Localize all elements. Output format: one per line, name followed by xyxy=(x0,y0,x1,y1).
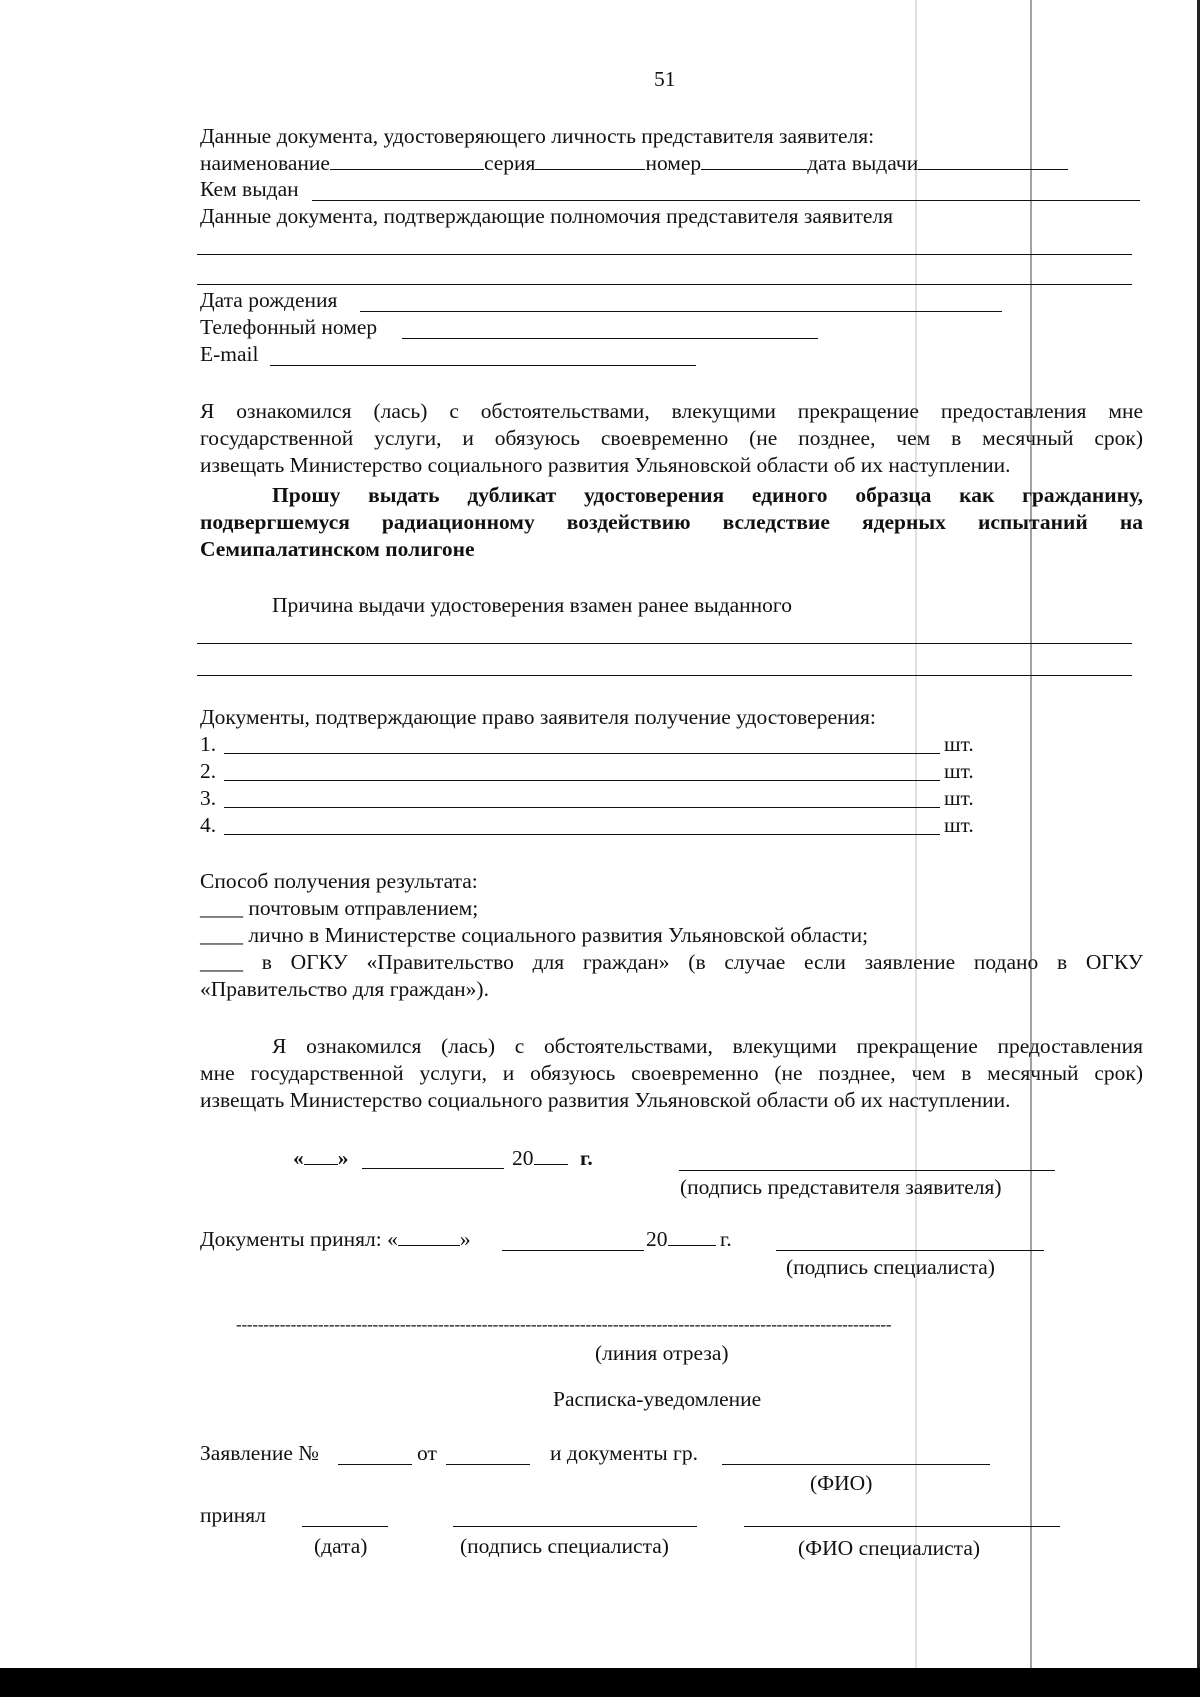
acknowledgment-2-line-3: извещать Министерство социального развития Ульяновской области об их наступлении. xyxy=(200,1088,1011,1112)
page-number: 51 xyxy=(654,67,676,91)
date-quote-open: « xyxy=(293,1146,304,1170)
receipt-title: Расписка-уведомление xyxy=(553,1387,762,1411)
rep-doc-heading: Данные документа, удостоверяющего личность представителя заявителя: xyxy=(200,124,875,148)
rep-date-row xyxy=(293,1145,349,1171)
delivery-option-blank: ____ xyxy=(200,896,243,920)
specialist-fio-caption: (ФИО специалиста) xyxy=(798,1536,981,1560)
authority-heading: Данные документа, подтверждающие полномочия представителя заявителя xyxy=(200,204,894,228)
request-line-3: Семипалатинском полигоне xyxy=(200,537,475,561)
name-field[interactable] xyxy=(330,150,484,170)
accepted-row xyxy=(200,1226,471,1252)
delivery-option-post[interactable] xyxy=(200,895,478,921)
receipt-accepted-label: принял xyxy=(200,1503,266,1527)
document-item-unit: шт. xyxy=(944,759,974,783)
rep-year xyxy=(512,1145,568,1171)
scan-artifact-line xyxy=(1030,0,1032,1668)
delivery-heading: Способ получения результата: xyxy=(200,869,478,893)
delivery-option-blank: ____ xyxy=(200,950,243,974)
date-caption: (дата) xyxy=(314,1534,368,1558)
delivery-option-blank: ____ xyxy=(200,923,243,947)
receipt-signature-field[interactable] xyxy=(453,1526,697,1527)
rep-signature-caption: (подпись представителя заявителя) xyxy=(680,1175,1002,1199)
accepted-year-suffix: г. xyxy=(720,1227,732,1251)
date-quote-close: » xyxy=(337,1146,349,1170)
document-item-unit: шт. xyxy=(944,813,974,837)
phone-label: Телефонный номер xyxy=(200,315,378,339)
phone-field[interactable] xyxy=(402,338,818,339)
statement-date-field[interactable] xyxy=(446,1464,530,1465)
acknowledgment-2-line-2: мне государственной услуги, и обязуюсь своевременно (не позднее, чем в месячный срок) xyxy=(200,1061,1143,1085)
receipt-specialist-fio-field[interactable] xyxy=(744,1526,1060,1527)
rep-signature-field[interactable] xyxy=(679,1170,1055,1171)
acknowledgment-1-line-2: государственной услуги, и обязуюсь своевременно (не позднее, чем в месячный срок) xyxy=(200,426,1143,450)
statement-number-field[interactable] xyxy=(338,1464,412,1465)
rep-day-field[interactable] xyxy=(304,1145,338,1165)
document-item-number: 3. xyxy=(200,786,217,810)
birth-date-label: Дата рождения xyxy=(200,288,338,312)
document-item-field[interactable] xyxy=(224,834,940,835)
rep-month-field[interactable] xyxy=(362,1168,504,1169)
delivery-option-label: лично в Министерстве социального развития Ульяновской области; xyxy=(248,923,869,947)
year-prefix: 20 xyxy=(646,1227,668,1251)
document-item-field[interactable] xyxy=(224,807,940,808)
delivery-option-ministry[interactable] xyxy=(200,922,868,948)
document-item-field[interactable] xyxy=(224,753,940,754)
date-quote-close: » xyxy=(459,1227,471,1251)
request-line-1: Прошу выдать дубликат удостоверения единого образца как гражданину, xyxy=(272,483,1143,507)
delivery-option-label: в ОГКУ «Правительство для граждан» (в случае если заявление подано в ОГКУ xyxy=(261,950,1143,974)
issued-by-field[interactable] xyxy=(312,200,1140,201)
accepted-month-field[interactable] xyxy=(502,1250,644,1251)
document-item-number: 4. xyxy=(200,813,217,837)
reason-label: Причина выдачи удостоверения взамен ранее выданного xyxy=(272,593,792,617)
authority-field-line-1[interactable] xyxy=(197,254,1132,255)
signature-caption: (подпись специалиста) xyxy=(460,1534,669,1558)
series-label: серия xyxy=(483,151,536,175)
scan-bottom-border xyxy=(0,1668,1200,1697)
document-item-unit: шт. xyxy=(944,786,974,810)
documents-heading: Документы, подтверждающие право заявителя получение удостоверения: xyxy=(200,705,876,729)
rep-doc-fields-row xyxy=(200,150,1068,176)
document-item-field[interactable] xyxy=(224,780,940,781)
receipt-statement-label: Заявление № xyxy=(200,1441,319,1465)
receipt-date-field[interactable] xyxy=(302,1526,388,1527)
issued-by-label: Кем выдан xyxy=(200,177,299,201)
delivery-option-label: почтовым отправлением; xyxy=(248,896,479,920)
document-item xyxy=(200,812,216,838)
accepted-year-field[interactable] xyxy=(668,1226,716,1246)
issue-date-label: дата выдачи xyxy=(807,151,919,175)
cut-line-caption: (линия отреза) xyxy=(595,1341,729,1365)
delivery-option-ogku-cont: «Правительство для граждан»). xyxy=(200,977,489,1001)
name-label: наименование xyxy=(200,151,330,175)
rep-year-field[interactable] xyxy=(534,1145,568,1165)
email-label: E-mail xyxy=(200,342,259,366)
request-line-2: подвергшемуся радиационному воздействию вследствие ядерных испытаний на xyxy=(200,510,1143,534)
receipt-from-label: от xyxy=(417,1441,437,1465)
specialist-signature-field[interactable] xyxy=(776,1250,1044,1251)
cut-line: ------------------------------------------------------------------------------------------------------------------------ xyxy=(236,1315,892,1334)
fio-caption: (ФИО) xyxy=(810,1471,873,1495)
document-item-number: 2. xyxy=(200,759,217,783)
number-label: номер xyxy=(645,151,702,175)
specialist-signature-caption: (подпись специалиста) xyxy=(786,1255,995,1279)
accepted-day-field[interactable] xyxy=(398,1226,460,1246)
issue-date-field[interactable] xyxy=(918,150,1068,170)
reason-field-line-2[interactable] xyxy=(197,675,1132,676)
accepted-label: Документы принял: « xyxy=(200,1227,398,1251)
authority-field-line-2[interactable] xyxy=(197,284,1132,285)
year-prefix: 20 xyxy=(512,1146,534,1170)
delivery-option-ogku[interactable] xyxy=(200,949,1143,975)
number-field[interactable] xyxy=(701,150,807,170)
email-field[interactable] xyxy=(270,365,696,366)
document-item xyxy=(200,731,216,757)
receipt-docs-label: и документы гр. xyxy=(550,1441,698,1465)
acknowledgment-1-line-1: Я ознакомился (лась) с обстоятельствами, влекущими прекращение предоставления мне xyxy=(200,399,1143,423)
series-field[interactable] xyxy=(535,150,645,170)
document-item xyxy=(200,758,216,784)
accepted-year xyxy=(646,1226,716,1252)
acknowledgment-2-line-1: Я ознакомился (лась) с обстоятельствами, влекущими прекращение предоставления xyxy=(272,1034,1143,1058)
rep-year-suffix: г. xyxy=(580,1146,593,1170)
document-item xyxy=(200,785,216,811)
citizen-fio-field[interactable] xyxy=(722,1464,990,1465)
acknowledgment-1-line-3: извещать Министерство социального развития Ульяновской области об их наступлении. xyxy=(200,453,1011,477)
document-item-unit: шт. xyxy=(944,732,974,756)
document-item-number: 1. xyxy=(200,732,217,756)
reason-field-line-1[interactable] xyxy=(197,643,1132,644)
birth-date-field[interactable] xyxy=(360,311,1002,312)
